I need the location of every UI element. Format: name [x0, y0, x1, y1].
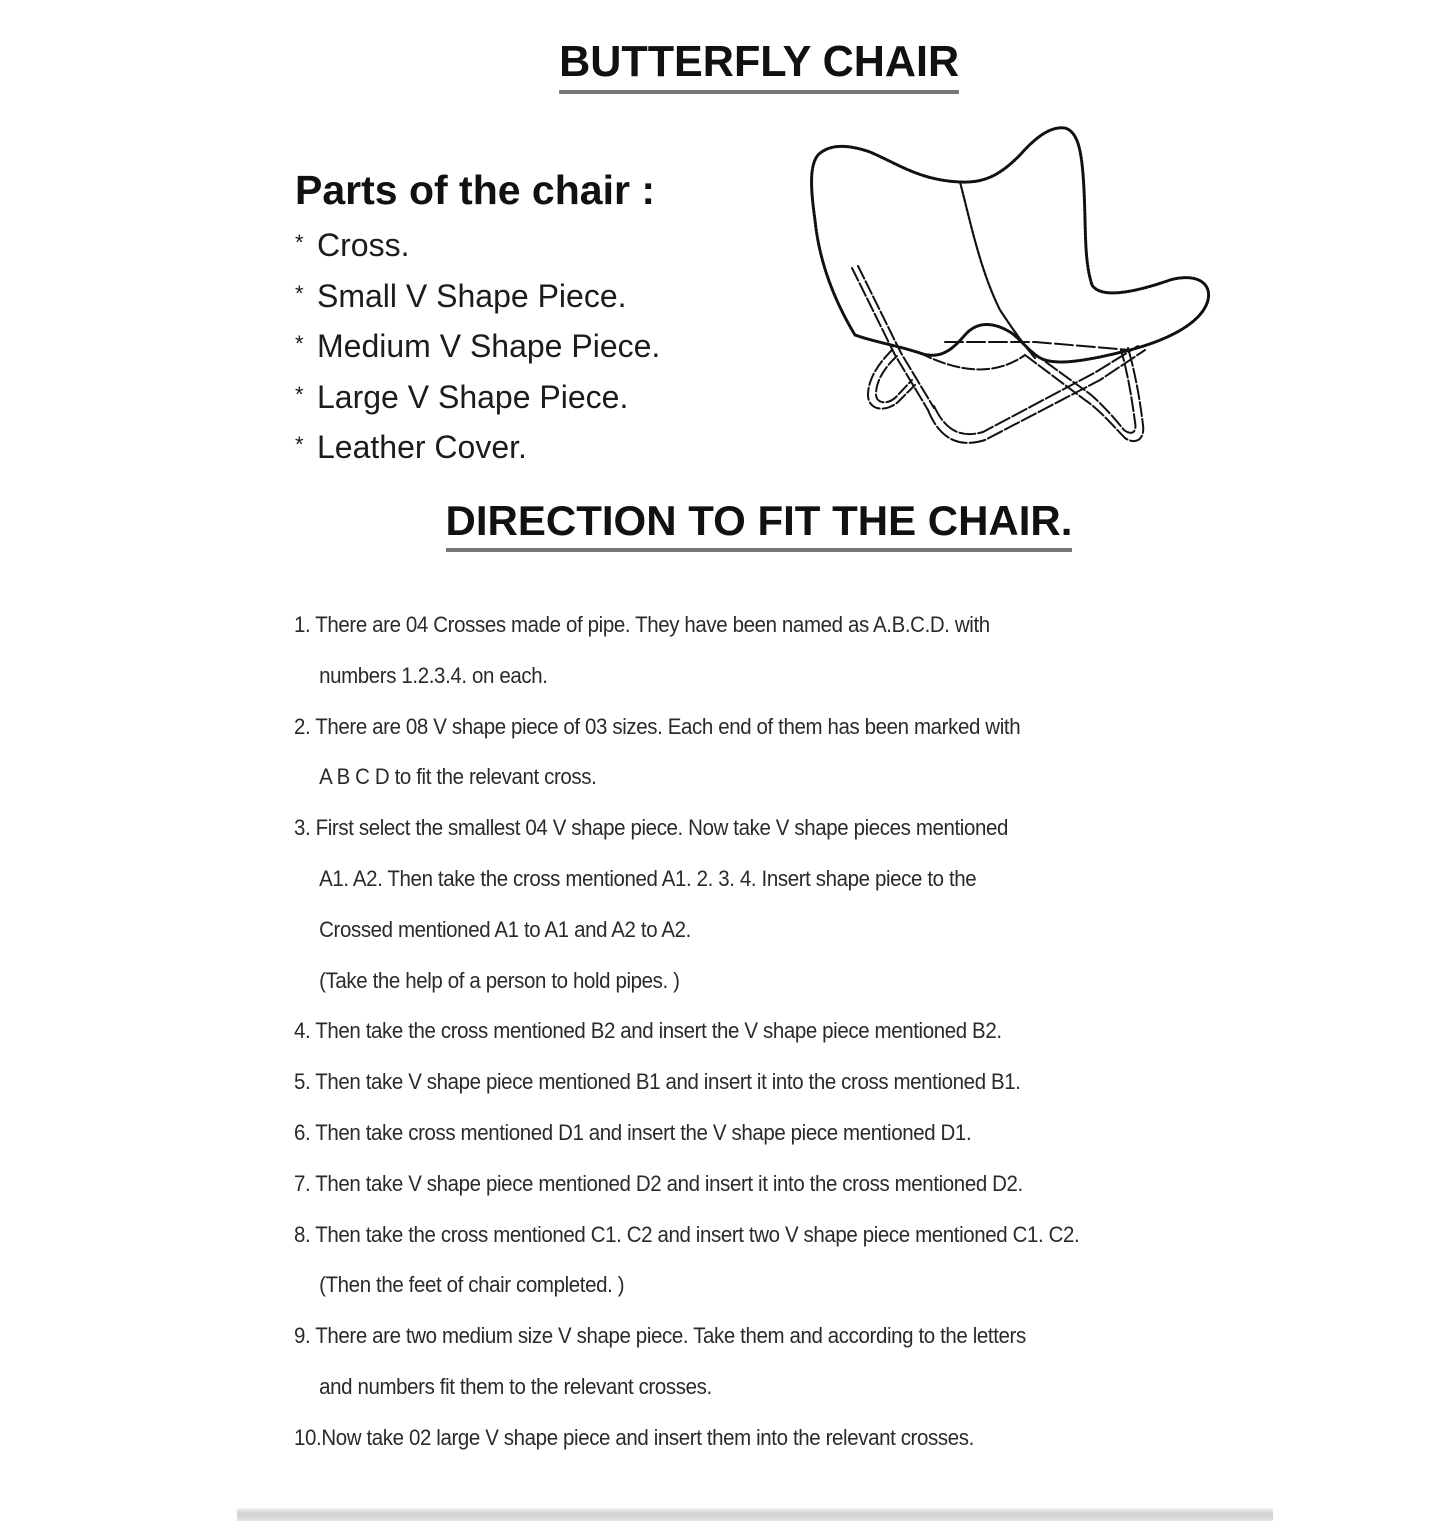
assembly-step-8	[294, 1210, 1294, 1312]
assembly-step-4	[294, 1006, 1294, 1057]
step-line: numbers 1.2.3.4. on each.	[319, 662, 548, 688]
part-label: Medium V Shape Piece.	[317, 328, 661, 364]
step-line: 6. Then take cross mentioned D1 and insert the V shape piece mentioned D1.	[294, 1119, 972, 1145]
parts-list-item	[295, 273, 660, 324]
step-line: 10.Now take 02 large V shape piece and insert them into the relevant crosses.	[294, 1424, 974, 1450]
step-note: (Then the feet of chair completed. )	[319, 1272, 625, 1298]
assembly-step-10	[294, 1413, 1294, 1464]
part-label: Large V Shape Piece.	[317, 378, 629, 415]
directions-heading-text: DIRECTION TO FIT THE CHAIR.	[446, 500, 1073, 552]
assembly-step-5	[294, 1057, 1294, 1108]
parts-list-item	[295, 323, 660, 374]
parts-list-item	[295, 424, 660, 475]
assembly-steps-list	[294, 600, 1294, 1464]
step-line: 7. Then take V shape piece mentioned D2 and insert it into the cross mentioned D2.	[294, 1170, 1023, 1196]
assembly-step-1	[294, 600, 1294, 702]
part-label: Leather Cover.	[317, 429, 527, 465]
butterfly-chair-illustration	[800, 110, 1230, 470]
part-label: Small V Shape Piece.	[317, 277, 627, 314]
step-line: Crossed mentioned A1 to A1 and A2 to A2.	[319, 916, 691, 942]
part-label: Cross.	[317, 227, 410, 263]
step-line: and numbers fit them to the relevant crosses.	[319, 1373, 712, 1399]
step-line: A1. A2. Then take the cross mentioned A1. 2. 3. 4. Insert shape piece to the	[319, 865, 977, 891]
parts-section	[295, 166, 660, 475]
step-line: 9. There are two medium size V shape piece. Take them and according to the letters	[294, 1323, 1026, 1349]
asterisk-bullet-icon: *	[295, 432, 304, 457]
assembly-step-2	[294, 702, 1294, 804]
asterisk-bullet-icon: *	[295, 331, 304, 356]
parts-list-item	[295, 222, 660, 273]
parts-list-item	[295, 374, 660, 425]
parts-heading: Parts of the chair :	[295, 167, 655, 213]
butterfly-chair-icon	[800, 110, 1230, 470]
step-line: 1. There are 04 Crosses made of pipe. They have been named as A.B.C.D. with	[294, 612, 990, 637]
step-line: 2. There are 08 V shape piece of 03 sizes. Each end of them has been marked with	[294, 713, 1021, 739]
assembly-step-9	[294, 1311, 1294, 1413]
parts-list	[295, 222, 660, 475]
asterisk-bullet-icon: *	[295, 381, 304, 407]
step-line: 8. Then take the cross mentioned C1. C2 and insert two V shape piece mentioned C1. C2.	[294, 1221, 1080, 1247]
step-line: 3. First select the smallest 04 V shape piece. Now take V shape pieces mentioned	[294, 815, 1009, 841]
step-line: A B C D to fit the relevant cross.	[319, 764, 597, 790]
step-line: 4. Then take the cross mentioned B2 and insert the V shape piece mentioned B2.	[294, 1018, 1002, 1044]
asterisk-bullet-icon: *	[295, 280, 304, 306]
asterisk-bullet-icon: *	[295, 230, 304, 255]
document-title-text: BUTTERFLY CHAIR	[559, 40, 959, 94]
document-title	[0, 37, 1445, 94]
assembly-step-6	[294, 1108, 1294, 1159]
step-line: 5. Then take V shape piece mentioned B1 and insert it into the cross mentioned B1.	[294, 1069, 1021, 1095]
assembly-step-3	[294, 803, 1294, 1006]
step-note: (Take the help of a person to hold pipes. )	[319, 967, 680, 993]
directions-heading	[0, 497, 1445, 552]
page-bottom-divider	[237, 1508, 1273, 1521]
assembly-step-7	[294, 1159, 1294, 1210]
